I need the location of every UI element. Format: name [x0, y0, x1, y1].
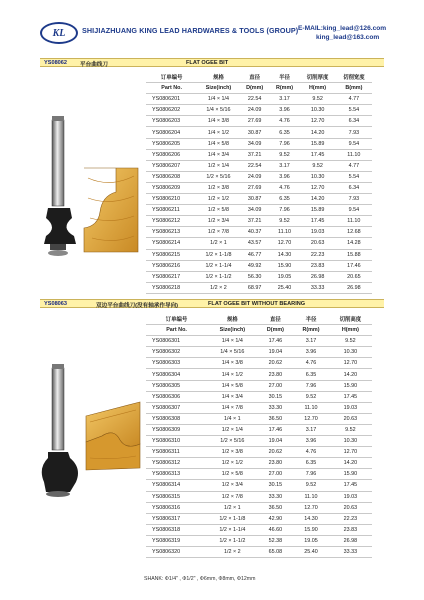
table-row: [146, 182, 372, 193]
table-cell: 1/4 × 3/8: [207, 358, 258, 369]
email-label: E-MAIL:: [298, 25, 323, 32]
table-row: [146, 458, 372, 469]
table-cell: 1/4 × 5/8: [197, 138, 239, 149]
table-row: [146, 149, 372, 160]
table-cell: 17.45: [329, 391, 372, 402]
table-cell: 9.54: [336, 205, 372, 216]
table-row: [146, 271, 372, 282]
table-cell: 3.96: [270, 105, 300, 116]
table-cell: 19.03: [299, 227, 335, 238]
table-cell: 1/4 × 1/4: [197, 94, 239, 105]
part-number-cell: YS0806317: [146, 513, 207, 524]
header-cell: R(mm): [270, 83, 300, 94]
header-cell: R(mm): [293, 325, 329, 336]
table-row: [146, 105, 372, 116]
table-cell: 65.08: [258, 546, 294, 557]
header-cell: 订单编号: [146, 72, 197, 83]
table-cell: 6.35: [270, 194, 300, 205]
table-cell: 3.17: [293, 424, 329, 435]
table-cell: 26.98: [299, 271, 335, 282]
table-row: [146, 260, 372, 271]
header-cell: 直径: [258, 314, 294, 325]
section-2-bar: [40, 299, 384, 308]
table-row: [146, 424, 372, 435]
table-header-cn: [146, 72, 372, 83]
table-cell: 7.96: [293, 469, 329, 480]
table-cell: 7.93: [336, 127, 372, 138]
table-row: [146, 216, 372, 227]
contact-emails: [298, 24, 386, 42]
table-cell: 7.96: [293, 380, 329, 391]
table-cell: 1/2 × 5/16: [197, 171, 239, 182]
table-cell: 1/4 × 5/8: [207, 380, 258, 391]
table-row: [146, 358, 372, 369]
table-cell: 14.28: [336, 238, 372, 249]
table-cell: 1/2 × 2: [207, 546, 258, 557]
table-cell: 6.35: [293, 458, 329, 469]
part-number-cell: YS0806307: [146, 402, 207, 413]
section-2-code: YS08063: [44, 301, 68, 307]
table-cell: 15.88: [336, 249, 372, 260]
table-cell: 20.65: [336, 271, 372, 282]
header-cell: Part No.: [146, 83, 197, 94]
part-number-cell: YS0806205: [146, 138, 197, 149]
table-cell: 1/4 × 1/2: [197, 127, 239, 138]
part-number-cell: YS0806306: [146, 391, 207, 402]
email-1[interactable]: king_lead@126.com: [322, 25, 387, 32]
part-number-cell: YS0806206: [146, 149, 197, 160]
table-cell: 9.52: [299, 94, 335, 105]
company-name: SHIJIAZHUANG KING LEAD HARDWARES & TOOLS (GROUP): [82, 26, 299, 35]
part-number-cell: YS0806204: [146, 127, 197, 138]
table-cell: 11.10: [270, 227, 300, 238]
table-cell: 1/2 × 3/8: [197, 182, 239, 193]
table-cell: 12.70: [270, 238, 300, 249]
table-cell: 6.35: [270, 127, 300, 138]
table-cell: 1/2 × 1/4: [207, 424, 258, 435]
table-row: [146, 347, 372, 358]
table-row: [146, 160, 372, 171]
table-row: [146, 138, 372, 149]
table-cell: 25.40: [293, 546, 329, 557]
table-cell: 10.30: [299, 105, 335, 116]
table-cell: 43.57: [240, 238, 270, 249]
part-number-cell: YS0806210: [146, 194, 197, 205]
table-cell: 11.10: [336, 149, 372, 160]
table-cell: 20.63: [299, 238, 335, 249]
section-1-title-en: FLAT OGEE BIT: [186, 60, 229, 66]
table-cell: 9.52: [299, 160, 335, 171]
table-cell: 1/2 × 3/8: [207, 447, 258, 458]
part-number-cell: YS0806319: [146, 535, 207, 546]
table-cell: 30.15: [258, 480, 294, 491]
table-cell: 1/4 × 7/8: [207, 402, 258, 413]
table-cell: 12.70: [329, 447, 372, 458]
table-row: [146, 502, 372, 513]
part-number-cell: YS0806313: [146, 469, 207, 480]
table-cell: 23.83: [329, 524, 372, 535]
header-cell: 规格: [207, 314, 258, 325]
table-cell: 9.52: [329, 336, 372, 347]
section-1-title-cn: 平台曲线刀: [80, 62, 108, 68]
part-number-cell: YS0806202: [146, 105, 197, 116]
part-number-cell: YS0806315: [146, 491, 207, 502]
part-number-cell: YS0806209: [146, 182, 197, 193]
table-cell: 25.40: [270, 282, 300, 293]
table-row: [146, 513, 372, 524]
header-cell: 切削宽度: [336, 72, 372, 83]
table-row: [146, 238, 372, 249]
table-cell: 12.70: [329, 358, 372, 369]
table-row: [146, 282, 372, 293]
part-number-cell: YS0806215: [146, 249, 197, 260]
table-cell: 68.97: [240, 282, 270, 293]
table-cell: 17.46: [258, 336, 294, 347]
table-row: [146, 413, 372, 424]
table-cell: 15.89: [299, 138, 335, 149]
table-cell: 14.20: [299, 194, 335, 205]
table-cell: 9.52: [293, 391, 329, 402]
table-cell: 30.87: [240, 127, 270, 138]
table-cell: 26.98: [336, 282, 372, 293]
table-cell: 33.30: [258, 491, 294, 502]
table-cell: 19.04: [258, 436, 294, 447]
table-cell: 27.69: [240, 182, 270, 193]
part-number-cell: YS0806203: [146, 116, 197, 127]
table-cell: 1/4 × 1/2: [207, 369, 258, 380]
header-cell: 切削厚度: [299, 72, 335, 83]
table-cell: 20.62: [258, 447, 294, 458]
header-cell: D(mm): [258, 325, 294, 336]
table-cell: 1/4 × 5/16: [207, 347, 258, 358]
page-header: [0, 0, 424, 52]
table-cell: 12.70: [299, 182, 335, 193]
table-cell: 3.96: [293, 436, 329, 447]
table-cell: 27.69: [240, 116, 270, 127]
table-cell: 1/4 × 5/16: [197, 105, 239, 116]
table-cell: 7.93: [336, 194, 372, 205]
table-cell: 42.90: [258, 513, 294, 524]
table-row: [146, 205, 372, 216]
part-number-cell: YS0806216: [146, 260, 197, 271]
section-1-bar: [40, 58, 384, 67]
table-row: [146, 336, 372, 347]
table-cell: 3.17: [293, 336, 329, 347]
table-cell: 3.96: [293, 347, 329, 358]
flat-ogee-bit-no-bearing-illustration: [40, 318, 144, 574]
email-2[interactable]: king_lead@163.com: [316, 34, 380, 41]
table-cell: 4.76: [293, 358, 329, 369]
table-cell: 33.33: [299, 282, 335, 293]
header-cell: 订单编号: [146, 314, 207, 325]
table-cell: 30.87: [240, 194, 270, 205]
company-logo: [40, 22, 78, 44]
table-cell: 19.03: [329, 402, 372, 413]
table-row: [146, 524, 372, 535]
table-row: [146, 447, 372, 458]
table-cell: 1/2 × 5/8: [197, 205, 239, 216]
table-row: [146, 116, 372, 127]
table-cell: 19.03: [329, 491, 372, 502]
header-cell: Size(inch): [207, 325, 258, 336]
table-cell: 33.33: [329, 546, 372, 557]
part-number-cell: YS0806302: [146, 347, 207, 358]
table-cell: 1/2 × 1/4: [197, 160, 239, 171]
table-row: [146, 402, 372, 413]
part-number-cell: YS0806312: [146, 458, 207, 469]
table-cell: 14.20: [329, 458, 372, 469]
table-cell: 24.09: [240, 105, 270, 116]
table-cell: 20.63: [329, 413, 372, 424]
table-cell: 1/2 × 7/8: [197, 227, 239, 238]
table-cell: 19.04: [258, 347, 294, 358]
table-cell: 1/2 × 1: [207, 502, 258, 513]
table-cell: 19.05: [293, 535, 329, 546]
table-cell: 1/2 × 1-1/8: [207, 513, 258, 524]
table-row: [146, 249, 372, 260]
table-cell: 14.30: [293, 513, 329, 524]
flat-ogee-bit-illustration: [40, 68, 144, 268]
table-cell: 14.20: [329, 369, 372, 380]
part-number-cell: YS0806214: [146, 238, 197, 249]
table-cell: 14.20: [299, 127, 335, 138]
table-cell: 6.34: [336, 116, 372, 127]
table-cell: 1/4 × 3/8: [197, 116, 239, 127]
table-cell: 1/2 × 7/8: [207, 491, 258, 502]
part-number-cell: YS0806311: [146, 447, 207, 458]
table-cell: 1/4 × 3/4: [207, 391, 258, 402]
table-cell: 7.96: [270, 138, 300, 149]
section-2-product-image: [40, 318, 144, 574]
table-cell: 17.46: [258, 424, 294, 435]
table-cell: 11.10: [293, 402, 329, 413]
table-row: [146, 380, 372, 391]
table-row: [146, 227, 372, 238]
table-cell: 12.70: [299, 116, 335, 127]
header-cell: 规格: [197, 72, 239, 83]
part-number-cell: YS0806208: [146, 171, 197, 182]
table-cell: 1/2 × 3/4: [207, 480, 258, 491]
table-cell: 11.10: [336, 216, 372, 227]
table-cell: 46.60: [258, 524, 294, 535]
table-cell: 49.92: [240, 260, 270, 271]
table-cell: 7.96: [270, 205, 300, 216]
header-cell: Part No.: [146, 325, 207, 336]
table-cell: 22.23: [299, 249, 335, 260]
table-cell: 1/2 × 1-1/4: [197, 260, 239, 271]
table-cell: 1/4 × 1: [207, 413, 258, 424]
table-cell: 56.30: [240, 271, 270, 282]
part-number-cell: YS0806213: [146, 227, 197, 238]
table-cell: 20.62: [258, 358, 294, 369]
table-cell: 10.30: [299, 171, 335, 182]
table-cell: 15.90: [293, 524, 329, 535]
table-cell: 12.68: [336, 227, 372, 238]
part-number-cell: YS0806304: [146, 369, 207, 380]
section-1-product-image: [40, 68, 144, 268]
section-2-title-en: FLAT OGEE BIT WITHOUT BEARING: [208, 301, 306, 307]
table-cell: 1/2 × 5/16: [207, 436, 258, 447]
table-cell: 9.52: [329, 424, 372, 435]
table-cell: 1/4 × 1/4: [207, 336, 258, 347]
section-2-table: [146, 314, 372, 558]
part-number-cell: YS0806308: [146, 413, 207, 424]
table-cell: 36.50: [258, 413, 294, 424]
header-cell: 半径: [293, 314, 329, 325]
table-cell: 9.52: [270, 149, 300, 160]
table-cell: 46.77: [240, 249, 270, 260]
table-cell: 52.38: [258, 535, 294, 546]
table-cell: 4.76: [270, 116, 300, 127]
table-row: [146, 546, 372, 557]
table-cell: 34.09: [240, 205, 270, 216]
table-cell: 1/4 × 3/4: [197, 149, 239, 160]
table-cell: 6.34: [336, 182, 372, 193]
table-header-en: [146, 83, 372, 94]
part-number-cell: YS0806217: [146, 271, 197, 282]
table-cell: 1/2 × 2: [197, 282, 239, 293]
table-cell: 15.90: [270, 260, 300, 271]
table-cell: 1/2 × 1-1/2: [197, 271, 239, 282]
table-cell: 33.30: [258, 402, 294, 413]
table-cell: 1/2 × 1-1/8: [197, 249, 239, 260]
table-cell: 26.98: [329, 535, 372, 546]
table-cell: 1/2 × 5/8: [207, 469, 258, 480]
table-cell: 17.46: [336, 260, 372, 271]
table-row: [146, 535, 372, 546]
table-cell: 10.30: [329, 347, 372, 358]
table-cell: 1/2 × 3/4: [197, 216, 239, 227]
header-cell: 切削高度: [329, 314, 372, 325]
table-cell: 5.54: [336, 105, 372, 116]
table-cell: 22.54: [240, 160, 270, 171]
table-cell: 3.17: [270, 94, 300, 105]
table-cell: 1/2 × 1-1/4: [207, 524, 258, 535]
table-cell: 3.96: [270, 171, 300, 182]
header-cell: B(mm): [336, 83, 372, 94]
table-row: [146, 171, 372, 182]
table-cell: 27.00: [258, 469, 294, 480]
table-row: [146, 436, 372, 447]
header-cell: 直径: [240, 72, 270, 83]
table-cell: 17.45: [299, 149, 335, 160]
table-row: [146, 94, 372, 105]
table-cell: 15.90: [329, 380, 372, 391]
table-cell: 6.35: [293, 369, 329, 380]
header-cell: H(mm): [329, 325, 372, 336]
table-cell: 12.70: [293, 502, 329, 513]
table-cell: 12.70: [293, 413, 329, 424]
header-cell: D(mm): [240, 83, 270, 94]
part-number-cell: YS0806207: [146, 160, 197, 171]
part-number-cell: YS0806309: [146, 424, 207, 435]
table-row: [146, 469, 372, 480]
header-cell: H(mm): [299, 83, 335, 94]
table-cell: 14.30: [270, 249, 300, 260]
part-number-cell: YS0806201: [146, 94, 197, 105]
part-number-cell: YS0806218: [146, 282, 197, 293]
table-row: [146, 480, 372, 491]
table-cell: 37.21: [240, 149, 270, 160]
table-cell: 22.54: [240, 94, 270, 105]
part-number-cell: YS0806316: [146, 502, 207, 513]
part-number-cell: YS0806314: [146, 480, 207, 491]
table-cell: 1/2 × 1-1/2: [207, 535, 258, 546]
table-cell: 9.52: [293, 480, 329, 491]
table-cell: 9.52: [270, 216, 300, 227]
table-cell: 4.76: [293, 447, 329, 458]
table-cell: 23.80: [258, 369, 294, 380]
table-header-cn: [146, 314, 372, 325]
header-cell: Size(inch): [197, 83, 239, 94]
table-cell: 23.83: [299, 260, 335, 271]
part-number-cell: YS0806212: [146, 216, 197, 227]
section-2-title-cn: 双边平台曲线刀(没有轴承作导向): [96, 303, 179, 309]
table-cell: 24.09: [240, 171, 270, 182]
table-cell: 1/2 × 1: [197, 238, 239, 249]
table-header-en: [146, 325, 372, 336]
table-cell: 19.05: [270, 271, 300, 282]
table-row: [146, 194, 372, 205]
part-number-cell: YS0806310: [146, 436, 207, 447]
table-cell: 1/2 × 1/2: [197, 194, 239, 205]
table-cell: 1/2 × 1/2: [207, 458, 258, 469]
table-cell: 30.15: [258, 391, 294, 402]
table-cell: 23.80: [258, 458, 294, 469]
table-cell: 17.45: [329, 480, 372, 491]
table-row: [146, 491, 372, 502]
table-cell: 10.30: [329, 436, 372, 447]
table-cell: 34.09: [240, 138, 270, 149]
table-cell: 22.23: [329, 513, 372, 524]
table-cell: 15.90: [329, 469, 372, 480]
table-cell: 15.89: [299, 205, 335, 216]
table-cell: 27.00: [258, 380, 294, 391]
part-number-cell: YS0806305: [146, 380, 207, 391]
table-cell: 40.37: [240, 227, 270, 238]
table-cell: 3.17: [270, 160, 300, 171]
table-cell: 17.45: [299, 216, 335, 227]
table-cell: 20.63: [329, 502, 372, 513]
table-cell: 5.54: [336, 171, 372, 182]
table-cell: 36.50: [258, 502, 294, 513]
part-number-cell: YS0806318: [146, 524, 207, 535]
header-cell: 半径: [270, 72, 300, 83]
shank-sizes-note: SHANK: Φ1/4" , Φ1/2" , Φ6mm, Φ8mm, Φ12mm: [144, 576, 256, 582]
table-row: [146, 127, 372, 138]
section-1-code: YS08062: [44, 60, 68, 66]
table-cell: 9.54: [336, 138, 372, 149]
table-cell: 4.76: [270, 182, 300, 193]
table-row: [146, 391, 372, 402]
part-number-cell: YS0806303: [146, 358, 207, 369]
table-row: [146, 369, 372, 380]
table-cell: 4.77: [336, 160, 372, 171]
table-cell: 4.77: [336, 94, 372, 105]
logo-text: KL: [52, 27, 66, 39]
table-cell: 11.10: [293, 491, 329, 502]
part-number-cell: YS0806211: [146, 205, 197, 216]
table-cell: 37.21: [240, 216, 270, 227]
part-number-cell: YS0806320: [146, 546, 207, 557]
section-1-table: [146, 72, 372, 294]
part-number-cell: YS0806301: [146, 336, 207, 347]
